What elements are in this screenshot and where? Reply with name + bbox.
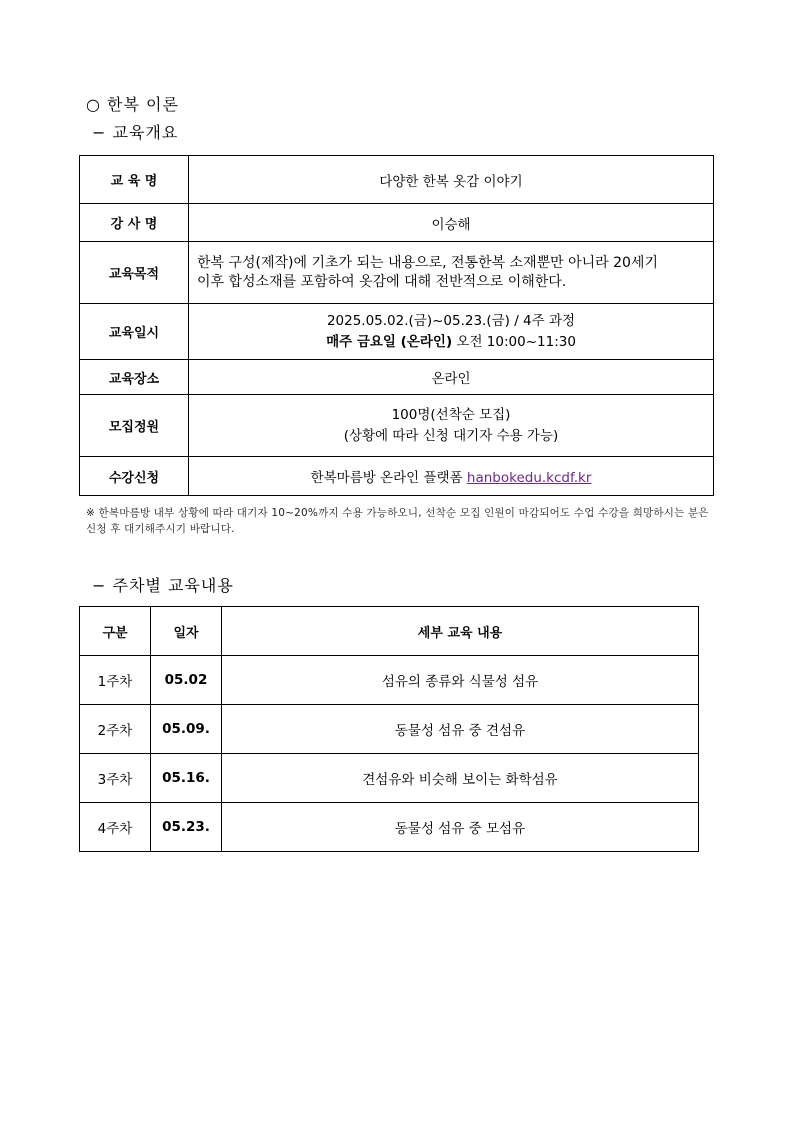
overview-table [79,155,714,496]
schedule-weekday: 매주 금요일 (온라인) [326,333,453,350]
week-cell: 2주차 [80,705,151,754]
weekly-title: − 주차별 교육내용 [92,576,234,595]
week-cell: 3주차 [80,754,151,803]
table-row [80,242,714,304]
content-cell: 동물성 섬유 중 모섬유 [222,803,699,852]
apply-link[interactable]: hanbokedu.kcdf.kr [466,470,592,486]
header-date: 일자 [151,607,222,656]
instructor-value: 이승해 [189,204,714,242]
content-cell: 견섬유와 비슷해 보이는 화학섬유 [222,754,699,803]
capacity-line-2: (상황에 따라 신청 대기자 수용 가능) [343,427,559,444]
header-week: 구분 [80,607,151,656]
table-row [80,304,714,360]
note-text: ※ 한복마름방 내부 상황에 따라 대기자 10~20%까지 수용 가능하오니, 선착순 모집 인원이 마감되어도 수업 수강을 희망하시는 분은 신청 후 대기해주시기 바랍니다. [86,507,709,535]
purpose-value [189,242,714,304]
section-title: ○ 한복 이론 [86,95,179,114]
date-cell: 05.23. [151,803,222,852]
date-cell: 05.02 [151,656,222,705]
purpose-line-2: 이후 합성소재를 포함하여 옷감에 대해 전반적으로 이해한다. [197,273,567,290]
schedule-line-1: 2025.05.02.(금)~05.23.(금) / 4주 과정 [326,312,576,329]
schedule-line-2 [189,332,713,353]
content-cell: 섬유의 종류와 식물성 섬유 [222,656,699,705]
capacity-value [189,395,714,457]
capacity-line-1: 100명(선착순 모집) [391,406,511,423]
table-row [80,754,699,803]
place-value: 온라인 [189,360,714,395]
apply-value [189,457,714,496]
content-cell: 동물성 섬유 중 견섬유 [222,705,699,754]
purpose-label: 교육목적 [80,242,189,304]
purpose-line-1: 한복 구성(제작)에 기초가 되는 내용으로, 전통한복 소재뿐만 아니라 20세기 [197,254,658,271]
table-row [80,803,699,852]
apply-label: 수강신청 [80,457,189,496]
table-row [80,156,714,204]
table-row [80,204,714,242]
schedule-label: 교육일시 [80,304,189,360]
place-label: 교육장소 [80,360,189,395]
name-value: 다양한 한복 옷감 이야기 [189,156,714,204]
name-label: 교 육 명 [80,156,189,204]
apply-text: 한복마름방 온라인 플랫폼 [310,470,467,486]
schedule-value [189,304,714,360]
instructor-label: 강 사 명 [80,204,189,242]
date-cell: 05.16. [151,754,222,803]
table-row [80,705,699,754]
table-header-row [80,607,699,656]
date-cell: 05.09. [151,705,222,754]
schedule-time: 오전 10:00~11:30 [452,333,576,350]
week-cell: 4주차 [80,803,151,852]
header-content: 세부 교육 내용 [222,607,699,656]
weekly-table [79,606,699,852]
overview-title: − 교육개요 [92,123,179,142]
week-cell: 1주차 [80,656,151,705]
capacity-label: 모집정원 [80,395,189,457]
table-row [80,457,714,496]
table-row [80,360,714,395]
table-row [80,395,714,457]
table-row [80,656,699,705]
